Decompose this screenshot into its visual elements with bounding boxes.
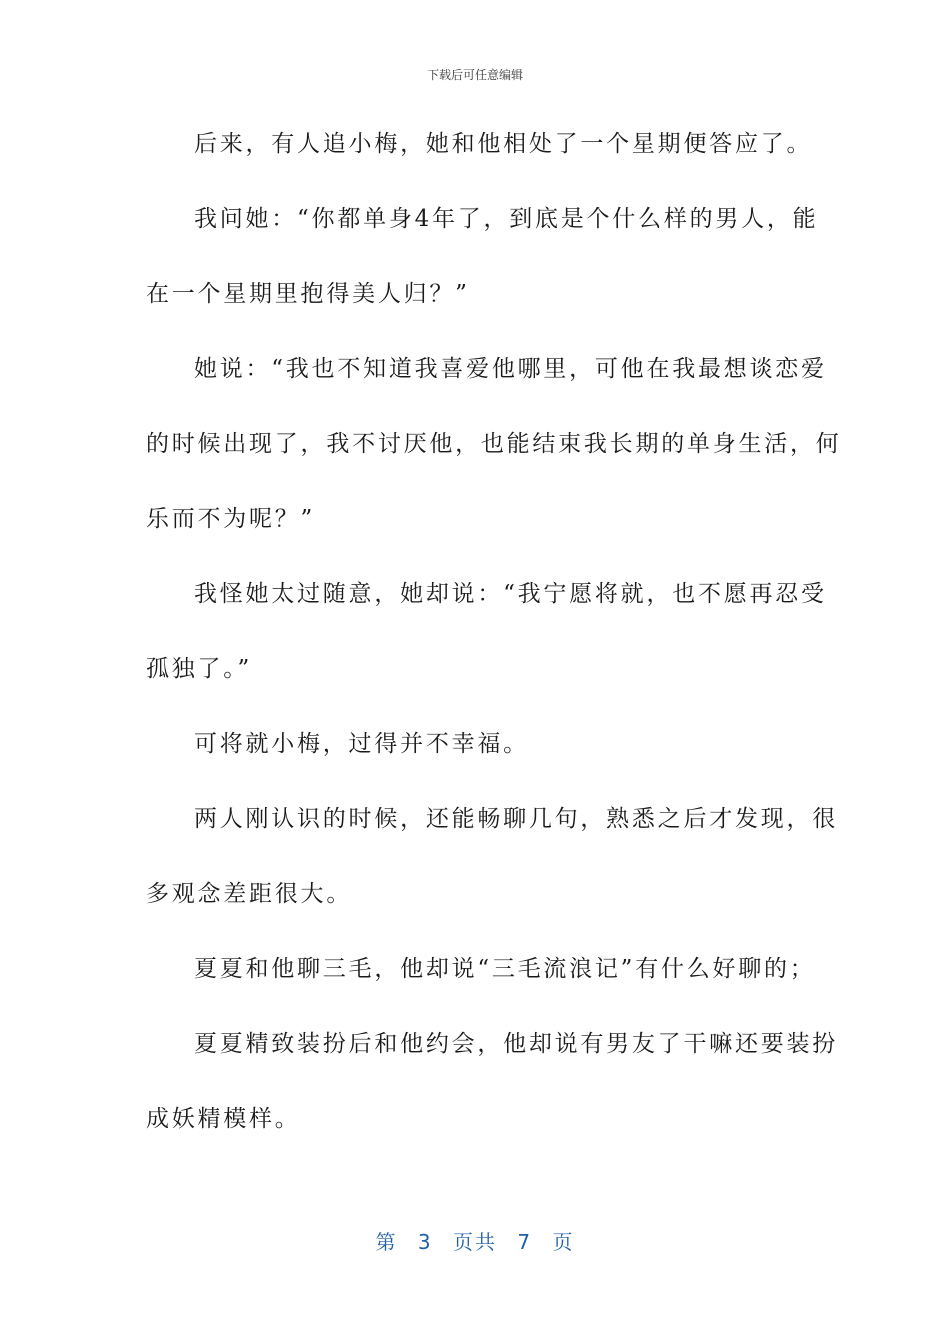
paragraph-line: 我问她：“你都单身4年了，到底是个什么样的男人，能: [194, 206, 819, 232]
paragraph-line: 我怪她太过随意，她却说：“我宁愿将就，也不愿再忍受: [194, 581, 827, 607]
paragraph-line: 两人刚认识的时候，还能畅聊几句，熟悉之后才发现，很: [194, 806, 838, 832]
footer-total-pages: 7: [517, 1230, 533, 1254]
page-footer: [0, 1226, 950, 1255]
footer-middle: 页共: [453, 1230, 497, 1254]
paragraph-line: 多观念差距很大。: [146, 881, 353, 907]
footer-suffix: 页: [552, 1230, 575, 1254]
paragraph-line: 的时候出现了，我不讨厌他，也能结束我长期的单身生活，何: [146, 431, 842, 457]
footer-page-number: 3: [417, 1230, 433, 1254]
paragraph-line: 夏夏和他聊三毛，他却说“三毛流浪记”有什么好聊的；: [194, 956, 816, 982]
page-header: 下载后可任意编辑: [426, 68, 523, 82]
paragraph-line: 后来，有人追小梅，她和他相处了一个星期便答应了。: [194, 131, 813, 157]
paragraph-line: 她说：“我也不知道我喜爱他哪里，可他在我最想谈恋爱: [194, 356, 827, 382]
paragraph-line: 可将就小梅，过得并不幸福。: [194, 731, 529, 757]
paragraph-line: 在一个星期里抱得美人归？”: [146, 281, 470, 307]
paragraph-line: 成妖精模样。: [146, 1106, 301, 1132]
paragraph-line: 孤独了。”: [146, 656, 253, 682]
footer-prefix: 第: [375, 1230, 398, 1254]
paragraph-line: 夏夏精致装扮后和他约会，他却说有男友了干嘛还要装扮: [194, 1031, 838, 1057]
paragraph-line: 乐而不为呢？”: [146, 506, 316, 532]
